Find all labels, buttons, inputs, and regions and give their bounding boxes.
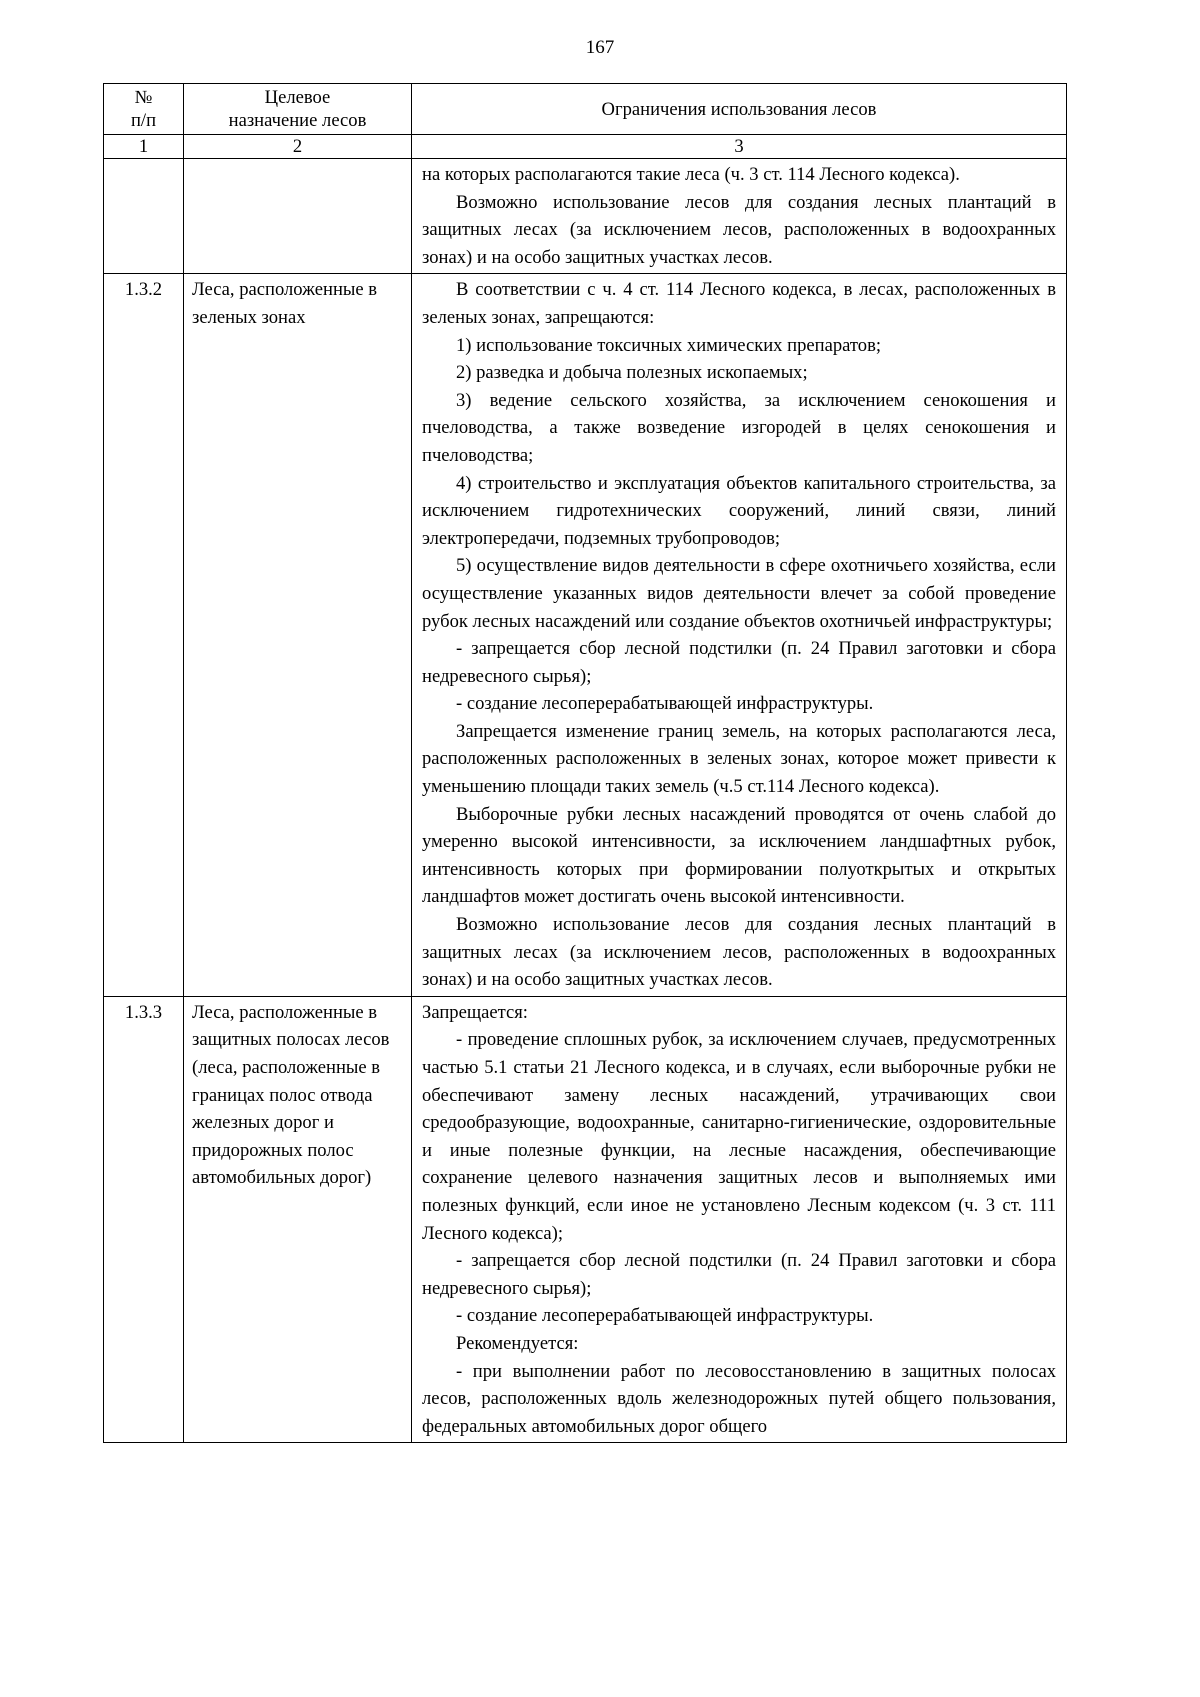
table-header-row (104, 84, 1067, 135)
column-number: 1 (104, 135, 184, 159)
restrictions-cell (412, 274, 1067, 996)
restriction-paragraph: 1) использование токсичных химических препаратов; (456, 334, 882, 356)
header-num-line1: № (134, 87, 153, 108)
restriction-paragraph: 3) ведение сельского хозяйства, за исключением сенокошения и пчеловодства, а также возведение изгородей в целях сенокошения и пчеловодства; (422, 389, 1056, 466)
row-number-cell: 1.3.2 (104, 274, 184, 996)
restriction-paragraph: - проведение сплошных рубок, за исключением случаев, предусмотренных частью 5.1 статьи 21 Лесного кодекса, и в случаях, если выборочные рубки не обеспечивают замену лесных насаждений, утрачивающих свои средообразующие, водоохранные, санитарно-гигиенические, оздоровительные и иные полезные функции, на лесные насаждения, обеспечивающие сохранение целевого назначения защитных лесов и выполняемых ими полезных функций, если иное не установлено Лесным кодексом (ч. 3 ст. 111 Лесного кодекса); (422, 1029, 1056, 1244)
restriction-paragraph: 5) осуществление видов деятельности в сфере охотничьего хозяйства, если осуществление указанных видов деятельности влечет за собой проведение рубок лесных насаждений или создание объектов охотничьей инфраструктуры; (422, 555, 1056, 632)
restriction-paragraph: - создание лесоперерабатывающей инфраструктуры. (456, 1305, 874, 1327)
restriction-paragraph: 2) разведка и добыча полезных ископаемых; (456, 362, 808, 384)
restriction-paragraph: - запрещается сбор лесной подстилки (п. 24 Правил заготовки и сбора недревесного сырья); (422, 638, 1056, 687)
restriction-paragraph: Возможно использование лесов для создания лесных плантаций в защитных лесах (за исключением лесов, расположенных в водоохранных зонах) и на особо защитных участках лесов. (422, 191, 1056, 268)
table-row (104, 274, 1067, 996)
restriction-paragraph: Запрещается изменение границ земель, на которых располагаются леса, расположенных расположенных в зеленых зонах, которое может привести к уменьшению площади таких земель (ч.5 ст.114 Лесного кодекса). (422, 720, 1056, 798)
forest-restrictions-table (103, 83, 1067, 1443)
restriction-paragraph: на которых располагаются такие леса (ч. 3 ст. 114 Лесного кодекса). (422, 164, 960, 185)
column-number: 2 (184, 135, 412, 159)
restriction-paragraph: - запрещается сбор лесной подстилки (п. 24 Правил заготовки и сбора недревесного сырья); (422, 1250, 1056, 1299)
restriction-paragraph: Возможно использование лесов для создания лесных плантаций в защитных лесах (за исключением лесов, расположенных в водоохранных зонах) и на особо защитных участках лесов. (422, 914, 1056, 991)
column-numbers-row (104, 135, 1067, 159)
restrictions-cell (412, 159, 1067, 274)
header-num (104, 84, 184, 135)
header-purpose-line1: Целевое (264, 87, 331, 108)
column-number: 3 (412, 135, 1067, 159)
header-purpose-line2: назначение лесов (228, 110, 367, 131)
forest-purpose-cell: Леса, расположенные в зеленых зонах (184, 274, 412, 996)
row-number-cell: 1.3.3 (104, 996, 184, 1443)
table-row (104, 996, 1067, 1443)
restriction-paragraph: Запрещается: (422, 1001, 528, 1023)
restriction-paragraph: 4) строительство и эксплуатация объектов капитального строительства, за исключением гидротехнических сооружений, линий связи, линий электропередачи, подземных трубопроводов; (422, 472, 1056, 549)
table-row (104, 159, 1067, 274)
forest-purpose-cell (184, 159, 412, 274)
page-number: 167 (585, 37, 615, 58)
header-num-line2: п/п (130, 110, 157, 131)
row-number-cell (104, 159, 184, 274)
header-purpose (184, 84, 412, 135)
header-restrictions: Ограничения использования лесов (412, 84, 1067, 135)
restriction-paragraph: Рекомендуется: (456, 1332, 579, 1354)
restriction-paragraph: - при выполнении работ по лесовосстановлению в защитных полосах лесов, расположенных вдоль железнодорожных путей общего пользования, федеральных автомобильных дорог общего (422, 1360, 1056, 1437)
restriction-paragraph: Выборочные рубки лесных насаждений проводятся от очень слабой до умеренно высокой интенсивности, за исключением ландшафтных рубок, интенсивность которых при формировании полуоткрытых и открытых ландшафтов может достигать очень высокой интенсивности. (422, 803, 1056, 908)
forest-purpose-cell: Леса, расположенные в защитных полосах лесов (леса, расположенные в границах полос отвода железных дорог и придорожных полос автомобильных дорог) (184, 996, 412, 1443)
restriction-paragraph: В соответствии с ч. 4 ст. 114 Лесного кодекса, в лесах, расположенных в зеленых зонах, запрещаются: (422, 279, 1056, 328)
restriction-paragraph: - создание лесоперерабатывающей инфраструктуры. (456, 693, 874, 715)
restrictions-cell (412, 996, 1067, 1443)
